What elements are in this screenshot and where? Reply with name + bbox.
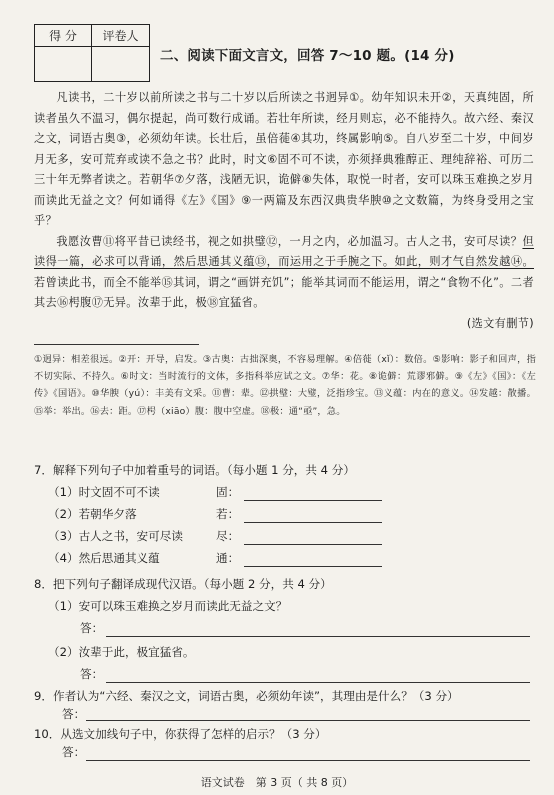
q7-stem: 7．解释下列句子中加着重号的词语。（每小题 1 分，共 4 分）	[34, 463, 355, 477]
q8-item-2-answer-label: 答：	[80, 667, 104, 681]
source-note: (选文有删节)	[466, 316, 534, 330]
notes-divider	[34, 344, 199, 345]
q7-item-2-answer-line[interactable]	[244, 522, 382, 523]
q7-item-1-answer-line[interactable]	[244, 500, 382, 501]
q10-stem: 10．从选文加线句子中，你获得了怎样的启示？（3 分）	[34, 727, 327, 741]
passage-p2-pre: 我愿汝曹⑪将平昔已读经书，视之如拱璧⑫，一月之内，必加温习。古人之书，安可尽读？	[56, 234, 523, 248]
q9-stem: 9．作者认为“六经、秦汉之文，词语古奥，必须幼年读”，其理由是什么？（3 分）	[34, 689, 459, 703]
q7-item-2-sentence: （2）若朝华夕落	[48, 507, 137, 521]
section-title: 二、阅读下面文言文，回答 7～10 题。(14 分)	[160, 48, 455, 64]
q8-item-2-sentence: （2）汝辈于此，极宜猛省。	[48, 645, 195, 659]
grader-cell[interactable]	[92, 47, 149, 81]
q7-item-3-answer-line[interactable]	[244, 544, 382, 545]
grader-label: 评卷人	[92, 25, 149, 47]
q8-item-1-answer-label: 答：	[80, 621, 104, 635]
passage-p2-post: 若曾读此书，而全不能举⑮其词，谓之“画饼充饥”；能举其词而不能运用，谓之“食物不化”。二者其去⑯枵腹⑰无异。汝辈于此，极⑱宜猛省。	[34, 275, 534, 309]
q9-answer-line-1[interactable]	[86, 720, 530, 721]
q8-item-1-sentence: （1）安可以珠玉难换之岁月而读此无益之文？	[48, 599, 288, 613]
passage-paragraph-1: 凡读书，二十岁以前所读之书与二十岁以后所读之书迥异①。幼年知识未开②，天真纯固，所读者虽久不温习，偶尔提起，尚可数行成诵。若壮年所读，经月则忘，必不能持久。故六经、秦汉之文，词语古奥③，必须幼年读。长壮后，虽倍蓰④其功，终属影响⑤。自八岁至二十岁，中间岁月无多，安可荒弃或读不急之书？此时，时文⑥固不可不读，亦须择典雅醇正、理纯辞裕、可历二三十年无弊者读之。若朝华⑦夕落，浅陋无识，诡僻⑧失体，取悦一时者，安可以珠玉难换之岁月而读此无益之文？何如诵得《左》《国》⑨一两篇及东西汉典贵华腴⑩之文数篇，为终身受用之宝乎？	[34, 91, 534, 227]
q7-item-1-sentence: （1）时文固不可不读	[48, 485, 160, 499]
q9-answer-label: 答：	[62, 707, 86, 721]
q7-item-3-target: 尽：	[216, 529, 240, 543]
q10-answer-line[interactable]	[86, 760, 530, 761]
annotations: ①迥异：相差很远。②开：开导，启发。③古奥：古拙深奥，不容易理解。④倍蓰（xǐ）：数倍。⑤影响：影子和回声，指不切实际、不持久。⑥时文：当时流行的文体，多指科举应试之文。⑦华：花。⑧诡僻：荒谬邪僻。⑨《左》《国》：《左传》《国语》。⑩华腴（yú）：丰美有文采。⑪曹：辈。⑫拱璧：大璧，泛指珍宝。⑬义蕴：内在的意义。⑭发越：散播。⑮举：举出。⑯去：距。⑰枵（xiāo）腹：腹中空虚。⑱极：通“亟”，急。	[34, 354, 536, 417]
q7-item-4-answer-line[interactable]	[244, 566, 382, 567]
q8-item-2-answer-line[interactable]	[106, 682, 530, 683]
q7-item-3-sentence: （3）古人之书，安可尽读	[48, 529, 183, 543]
q10-answer-label: 答：	[62, 745, 86, 759]
q7-item-1-target: 固：	[216, 485, 240, 499]
underlined-sentence: 但读得一篇，必求可以背诵，然后思通其义蕴⑬，而运用之于手腕之下。如此，则才气自然发越⑭。	[34, 234, 534, 268]
passage-paragraph-2	[34, 232, 534, 335]
q8-item-1-answer-line[interactable]	[106, 636, 530, 637]
q7-item-4-target: 通：	[216, 551, 240, 565]
score-cell[interactable]	[35, 47, 92, 81]
page-footer: 语文试卷 第 3 页（ 共 8 页）	[200, 776, 354, 789]
score-box	[34, 24, 150, 82]
q7-item-2-target: 若：	[216, 507, 240, 521]
classical-passage	[34, 88, 534, 334]
q7-item-4-sentence: （4）然后思通其义蕴	[48, 551, 160, 565]
q8-stem: 8．把下列句子翻译成现代汉语。（每小题 2 分，共 4 分）	[34, 577, 332, 591]
score-label: 得 分	[35, 25, 92, 47]
